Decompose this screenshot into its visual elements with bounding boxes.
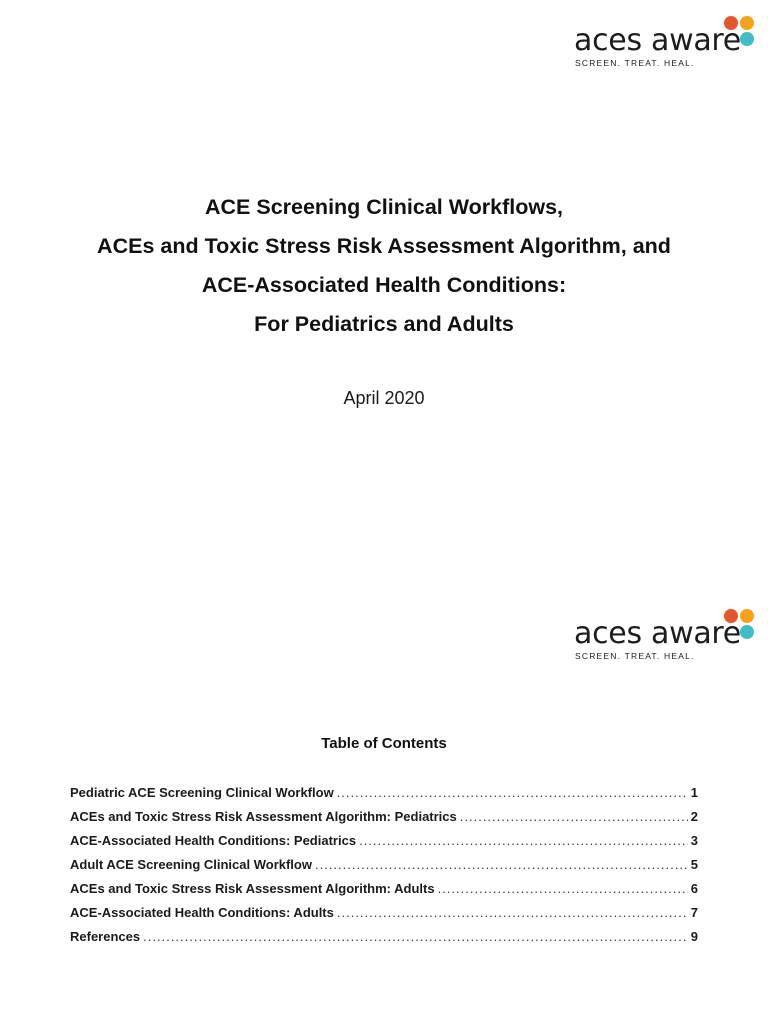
- logo-wordmark: [574, 23, 741, 58]
- toc-dot-leader: [315, 857, 688, 872]
- logo-wordmark-right: s aware: [626, 23, 741, 58]
- title-line: ACE-Associated Health Conditions:: [201, 273, 567, 297]
- toc-dot-leader: [359, 833, 688, 848]
- toc-heading: Table of Contents: [321, 735, 447, 752]
- logo-wordmark-left: ace: [574, 616, 627, 651]
- toc-dot-leader: [438, 881, 688, 896]
- table-of-contents: [70, 785, 698, 953]
- logo-dot-amber: [740, 16, 754, 30]
- logo-tagline: SCREEN. TREAT. HEAL.: [575, 651, 695, 661]
- toc-entry-label: ACE-Associated Health Conditions: Pediatrics: [70, 833, 357, 848]
- toc-entry-page: 7: [690, 905, 698, 920]
- toc-dot-leader: [337, 785, 688, 800]
- toc-entry-label: Adult ACE Screening Clinical Workflow: [70, 857, 312, 872]
- toc-dot-leader: [460, 809, 688, 824]
- toc-entry-page: 5: [690, 857, 698, 872]
- toc-entry[interactable]: [70, 809, 698, 833]
- title-line: For Pediatrics and Adults: [254, 312, 514, 336]
- logo-wordmark-left: ace: [574, 23, 627, 58]
- toc-entry-page: 9: [690, 929, 698, 944]
- logo-tagline: SCREEN. TREAT. HEAL.: [575, 58, 695, 68]
- toc-entry-label: ACE-Associated Health Conditions: Adults: [70, 905, 334, 920]
- toc-entry[interactable]: [70, 881, 698, 905]
- toc-entry[interactable]: [70, 833, 698, 857]
- title-line: ACEs and Toxic Stress Risk Assessment Algorithm, and: [97, 234, 671, 258]
- logo-dot-amber: [740, 609, 754, 623]
- toc-dot-leader: [143, 929, 688, 944]
- toc-entry-label: ACEs and Toxic Stress Risk Assessment Algorithm: Adults: [70, 881, 435, 896]
- toc-entry-page: 2: [690, 809, 698, 824]
- logo-wordmark-right: s aware: [626, 616, 741, 651]
- toc-entry-label: Pediatric ACE Screening Clinical Workflow: [70, 785, 334, 800]
- toc-entry-label: ACEs and Toxic Stress Risk Assessment Algorithm: Pediatrics: [70, 809, 457, 824]
- toc-entry-page: 1: [690, 785, 698, 800]
- title-line: ACE Screening Clinical Workflows,: [204, 195, 563, 219]
- toc-entry[interactable]: [70, 929, 698, 953]
- toc-dot-leader: [337, 905, 688, 920]
- toc-entry[interactable]: [70, 785, 698, 809]
- logo-dot-teal: [740, 32, 754, 46]
- toc-entry-label: References: [70, 929, 141, 944]
- toc-entry[interactable]: [70, 905, 698, 929]
- toc-entry[interactable]: [70, 857, 698, 881]
- toc-entry-page: 3: [690, 833, 698, 848]
- logo-wordmark: [574, 616, 741, 651]
- toc-entry-page: 6: [690, 881, 698, 896]
- aces-aware-logo-toc: [572, 605, 757, 665]
- document-date: April 2020: [343, 388, 425, 408]
- aces-aware-logo-top: [572, 12, 757, 72]
- document-title: [0, 188, 768, 344]
- logo-dot-teal: [740, 625, 754, 639]
